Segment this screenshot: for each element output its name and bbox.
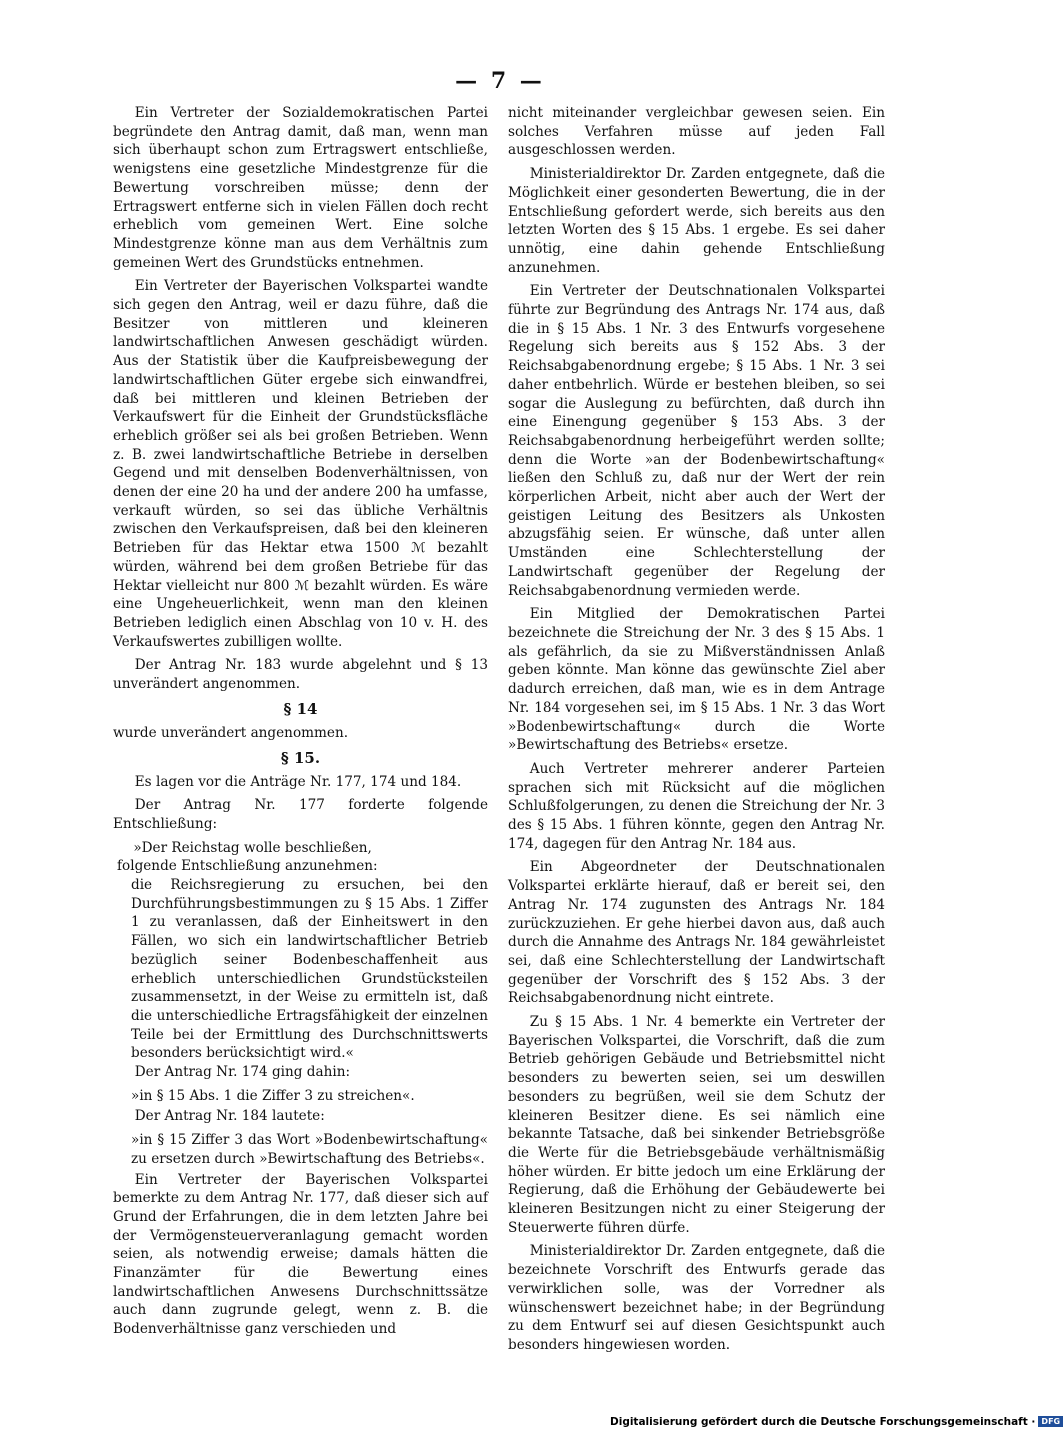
- paragraph: Ein Vertreter der Sozialdemokratischen Partei begründete den Antrag damit, daß man, wenn man sich überhaupt schon zum Ertragswert entschließe, wenigstens eine gesetzliche Mindestgrenze für die Bewertung vorschreiben müsse; denn der Ertragswert entferne sich in vielen Fällen doch recht erheblich vom gemeinen Wert. Eine solche Mindestgrenze könne man aus dem Verhältnis zum gemeinen Wert des Grundstücks entnehmen.: [113, 105, 488, 271]
- paragraph: Ein Vertreter der Deutschnationalen Volkspartei führte zur Begründung des Antrags Nr. 174 aus, daß die in § 15 Abs. 1 Nr. 3 des Entwurfs vorgesehene Regelung sich bereits aus § 152 Abs. 3 der Reichsabgabenordnung ergebe; § 15 Abs. 1 Nr. 3 sei daher entbehrlich. Würde er bestehen bleiben, so sei sogar die Auslegung zu befürchten, daß durch ihn eine Einengung gegenüber § 153 Abs. 3 der Reichsabgabenordnung herbeigeführt werden sollte; denn die Worte »an der Bodenbewirtschaftung« ließen den Schluß zu, daß nur der Wert der rein körperlichen Arbeit, nicht aber auch der Wert der geistigen Leitung des Besitzers als Unkosten abzugsfähig seien. Er wünsche, daß unter allen Umständen eine Schlechterstellung der Landwirtschaft gegenüber der Regelung der Reichsabgabenordnung vermieden werde.: [508, 283, 885, 599]
- paragraph: nicht miteinander vergleichbar gewesen seien. Ein solches Verfahren müsse auf jeden Fall ausgeschlossen werden.: [508, 105, 885, 159]
- paragraph: Auch Vertreter mehrerer anderer Parteien sprachen sich mit Rücksicht auf die möglichen Schlußfolgerungen, zu denen die Streichung der Nr. 3 des § 15 Abs. 1 führen könnte, gegen den Antrag Nr. 174, dagegen für den Antrag Nr. 184 aus.: [508, 760, 885, 852]
- dfg-logo: DFG: [1038, 1416, 1063, 1427]
- paragraph: Der Antrag Nr. 183 wurde abgelehnt und § 13 unverändert angenommen.: [113, 657, 488, 693]
- paragraph: wurde unverändert angenommen.: [113, 724, 349, 741]
- quote-block: »in § 15 Abs. 1 die Ziffer 3 zu streichen«.: [131, 1087, 415, 1104]
- quote-block: »in § 15 Ziffer 3 das Wort »Bodenbewirtschaftung« zu ersetzen durch »Bewirtschaftung des Betriebs«.: [131, 1132, 488, 1167]
- right-column: [508, 104, 885, 1360]
- paragraph: Es lagen vor die Anträge Nr. 177, 174 und 184.: [134, 773, 462, 790]
- paragraph: Ministerialdirektor Dr. Zarden entgegnete, daß die Möglichkeit einer gesonderten Bewertung, die in der Entschließung gefordert werde, sich bereits aus den letzten Worten des § 15 Abs. 1 ergebe. Es sei daher unnötig, eine dahin gehende Entschließung anzunehmen.: [508, 166, 885, 276]
- left-column: [113, 104, 488, 1344]
- section-heading-14: § 14: [283, 699, 318, 718]
- footer-credit: [610, 1416, 1063, 1428]
- footer-text: Digitalisierung gefördert durch die Deutsche Forschungsgemeinschaft ·: [610, 1416, 1036, 1428]
- quote-line: folgende Entschließung anzunehmen:: [117, 858, 378, 875]
- paragraph: Zu § 15 Abs. 1 Nr. 4 bemerkte ein Vertreter der Bayerischen Volkspartei, die Vorschrift, daß die zum Betrieb gehörigen Gebäude und Betriebsmittel nicht besonders zu bewerten seien, sei um deswillen besonders zu begrüßen, weil sie dem Schutz der kleineren Besitzer diene. Es sei nämlich eine bekannte Tatsache, daß bei sinkender Betriebsgröße die Werte für die Betriebsgebäude verhältnismäßig höher würden. Er bitte jedoch um eine Erklärung der Regierung, daß die Erhöhung der Gebäudewerte bei kleineren Besitzungen nicht zu einer Steigerung der Steuerwerte führen dürfe.: [508, 1014, 885, 1236]
- page-number: — 7 —: [455, 68, 545, 94]
- paragraph: Ein Abgeordneter der Deutschnationalen Volkspartei erklärte hierauf, daß er bereit sei, den Antrag Nr. 174 zugunsten des Antrags Nr. 184 zurückzuziehen. Er gehe hierbei davon aus, daß auch durch die Annahme des Antrags Nr. 184 gewährleistet sei, daß eine Schlechterstellung der Landwirtschaft gegenüber der Vorschrift des § 152 Abs. 3 der Reichsabgabenordnung nicht eintrete.: [508, 859, 885, 1007]
- quote-line: »Der Reichstag wolle beschließen,: [133, 839, 372, 856]
- paragraph: Ein Vertreter der Bayerischen Volkspartei wandte sich gegen den Antrag, weil er dazu führe, daß die Besitzer von mittleren und kleineren landwirtschaftlichen Anwesen geschädigt würden. Aus der Statistik über die Kaufpreisbewegung der landwirtschaftlichen Güter ergebe sich einwandfrei, daß bei mittleren und kleinen Betrieben der Verkaufswert für die Einheit der Grundstücksfläche erheblich größer sei als bei großen Betrieben. Wenn z. B. zwei landwirtschaftliche Betriebe in derselben Gegend und mit denselben Bodenverhältnissen, von denen der eine 20 ha und der andere 200 ha umfasse, verkauft würden, so sei das übliche Verhältnis zwischen den Verkaufspreisen, daß bei den kleineren Betrieben für das Hektar etwa 1500 ℳ bezahlt würden, während bei dem großen Betriebe für das Hektar vielleicht nur 800 ℳ bezahlt würden. Es wäre eine Ungeheuerlichkeit, wenn man den kleinen Betrieben lediglich einen Abschlag von 10 v. H. des Verkaufswertes zubilligen wollte.: [113, 278, 488, 650]
- paragraph: Der Antrag Nr. 174 ging dahin:: [134, 1064, 351, 1081]
- paragraph: Der Antrag Nr. 177 forderte folgende Entschließung:: [113, 797, 488, 832]
- quote-block: die Reichsregierung zu ersuchen, bei den Durchführungsbestimmungen zu § 15 Abs. 1 Ziffer 1 zu veranlassen, daß der Einheitswert in den Fällen, wo sich ein landwirtschaftlicher Betrieb bezüglich seiner Bodenbeschaffenheit aus erheblich unterschiedlichen Grundstücksteilen zusammensetzt, in der Weise zu ermitteln ist, daß die unterschiedliche Ertragsfähigkeit der einzelnen Teile bei der Ermittlung des Durchschnittswerts besonders berücksichtigt wird.«: [131, 877, 488, 1062]
- paragraph: Ein Mitglied der Demokratischen Partei bezeichnete die Streichung der Nr. 3 des § 15 Abs. 1 als gefährlich, da sie zu Mißverständnissen Anlaß geben könnte. Man könne das gewünschte Ziel aber dadurch erreichen, daß man, wie es in dem Antrage Nr. 184 vorgesehen sei, im § 15 Abs. 1 Nr. 3 das Wort »Bodenbewirtschaftung« durch die Worte »Bewirtschaftung des Betriebs« ersetze.: [508, 606, 885, 754]
- section-heading-15: § 15.: [280, 748, 321, 767]
- paragraph: Ein Vertreter der Bayerischen Volkspartei bemerkte zu dem Antrag Nr. 177, daß dieser sich auf Grund der Erfahrungen, die in dem letzten Jahre bei der Vermögensteuerveranlagung gemacht worden seien, als notwendig erweise; damals hätten die Finanzämter für die Bewertung eines landwirtschaftlichen Anwesens Durchschnittssätze auch dann zugrunde gelegt, wenn z. B. die Bodenverhältnisse ganz verschieden und: [113, 1171, 488, 1338]
- paragraph: Ministerialdirektor Dr. Zarden entgegnete, daß die bezeichnete Vorschrift des Entwurfs gerade das verwirklichen solle, was der Vorredner als wünschenswert bezeichnet habe; in der Begründung zu dem Entwurf sei auf diesen Gesichtspunkt auch besonders hingewiesen worden.: [508, 1243, 885, 1353]
- paragraph: Der Antrag Nr. 184 lautete:: [134, 1108, 325, 1125]
